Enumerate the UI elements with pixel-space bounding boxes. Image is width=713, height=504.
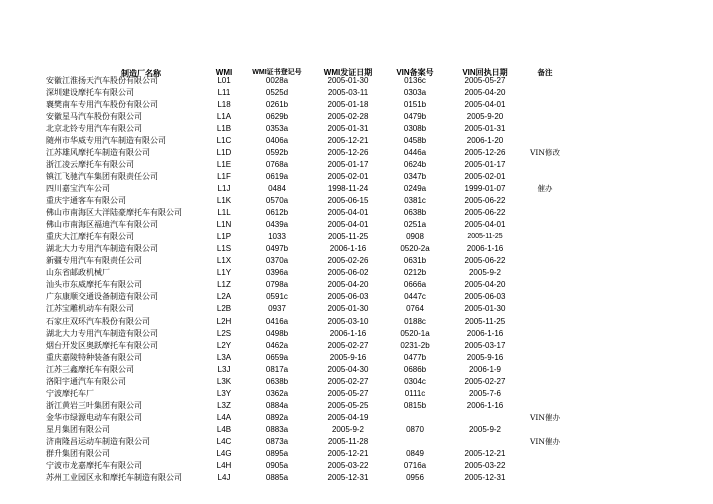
receipt-date-cell: 2006-1-20 — [466, 135, 504, 145]
note-cell — [512, 328, 578, 340]
vin-record-cell: 0849 — [406, 449, 424, 459]
cert-number-cell: 0612b — [265, 208, 289, 218]
issue-date-cell: 2005-01-31 — [327, 123, 369, 133]
note-cell — [512, 340, 578, 352]
vin-record-cell — [385, 412, 445, 424]
wmi-cell: L3Y — [216, 388, 232, 398]
issue-date-cell: 2005-04-20 — [327, 280, 369, 290]
note-cell — [512, 424, 578, 436]
header-issue-date: WMI发证日期 — [323, 68, 373, 77]
table-row — [0, 412, 713, 424]
vin-record-cell: 0212b — [403, 268, 427, 278]
vin-record-cell: 0151b — [403, 99, 427, 109]
vin-record-cell: 0870 — [406, 424, 424, 434]
manufacturer-cell: 佛山市南海区福迪汽车有限公司 — [46, 220, 158, 230]
table-row — [0, 364, 713, 376]
note-cell — [512, 75, 578, 87]
vin-record-cell: 0479b — [403, 111, 427, 121]
note-cell — [512, 255, 578, 267]
vin-record-cell: 0304c — [404, 376, 426, 386]
receipt-date-cell: 2005-11-25 — [467, 233, 503, 241]
vin-record-cell: 0624b — [403, 159, 427, 169]
cert-number-cell: 0629b — [265, 111, 289, 121]
issue-date-cell: 2005-02-27 — [327, 340, 369, 350]
issue-date-cell: 2005-03-22 — [327, 461, 369, 471]
table-row — [0, 87, 713, 99]
table-row — [0, 171, 713, 183]
note-cell — [512, 364, 578, 376]
vin-record-cell: 0136c — [404, 75, 426, 85]
issue-date-cell: 2005-06-03 — [327, 292, 369, 302]
vin-record-cell: 0249a — [403, 183, 427, 193]
cert-number-cell: 0937 — [268, 304, 286, 314]
table-row — [0, 255, 713, 267]
table-row — [0, 436, 713, 448]
cert-number-cell: 0885a — [265, 473, 289, 483]
header-receipt-date: VIN回执日期 — [462, 68, 508, 77]
cert-number-cell: 0817a — [265, 364, 289, 374]
wmi-cell: L1B — [216, 123, 232, 133]
receipt-date-cell: 2005-05-27 — [464, 75, 506, 85]
wmi-cell: L1C — [216, 135, 232, 145]
cert-number-cell: 0261b — [265, 99, 289, 109]
issue-date-cell: 2005-04-30 — [327, 364, 369, 374]
receipt-date-cell: 2005-12-26 — [464, 147, 506, 157]
receipt-date-cell: 2005-9-2 — [468, 268, 502, 278]
cert-number-cell: 0362a — [265, 388, 289, 398]
cert-number-cell: 0892a — [265, 412, 289, 422]
manufacturer-cell: 重庆嘉陵特种装备有限公司 — [46, 352, 142, 362]
header-note: 备注 — [537, 68, 553, 77]
table-row — [0, 207, 713, 219]
cert-number-cell: 0591c — [266, 292, 288, 302]
issue-date-cell: 2006-1-16 — [329, 328, 367, 338]
issue-date-cell: 2005-02-26 — [327, 256, 369, 266]
wmi-cell: L3K — [216, 376, 232, 386]
wmi-cell: L4C — [216, 437, 232, 446]
note-cell — [512, 460, 578, 472]
issue-date-cell: 2005-12-21 — [327, 135, 369, 145]
cert-number-cell: 0353a — [265, 123, 289, 133]
manufacturer-cell: 烟台开发区奥跃摩托车有限公司 — [46, 340, 158, 350]
issue-date-cell: 2005-01-17 — [327, 159, 369, 169]
cert-number-cell: 0498b — [265, 328, 289, 338]
wmi-cell: L4J — [217, 473, 231, 483]
wmi-cell: L1Z — [217, 280, 231, 290]
cert-number-cell: 0028a — [265, 75, 289, 85]
receipt-date-cell: 1999-01-07 — [464, 183, 506, 193]
wmi-cell: L1S — [216, 244, 232, 254]
cert-number-cell: 0905a — [265, 461, 289, 471]
issue-date-cell: 2005-04-19 — [327, 412, 369, 422]
issue-date-cell: 2005-04-01 — [327, 220, 369, 230]
vin-record-cell: 0520-2a — [400, 244, 430, 254]
table-row — [0, 111, 713, 123]
issue-date-cell: 2005-02-27 — [327, 376, 369, 386]
manufacturer-cell: 佛山市南海区大洋陆豪摩托车有限公司 — [46, 208, 182, 218]
vin-record-cell: 0251a — [403, 220, 427, 230]
manufacturer-cell: 随州市华威专用汽车制造有限公司 — [46, 135, 166, 145]
manufacturer-cell: 镇江飞驰汽车集团有限责任公司 — [46, 171, 158, 181]
receipt-date-cell: 2005-04-20 — [464, 280, 506, 290]
vin-record-cell: 0111c — [404, 388, 426, 398]
cert-number-cell: 0619a — [265, 171, 289, 181]
table-row — [0, 75, 713, 87]
table-row — [0, 243, 713, 255]
cert-number-cell: 0883a — [265, 424, 289, 434]
note-cell — [512, 111, 578, 123]
issue-date-cell: 2005-05-25 — [327, 400, 369, 410]
wmi-cell: L3J — [217, 364, 231, 374]
note-cell — [512, 99, 578, 111]
table-row — [0, 135, 713, 147]
manufacturer-cell: 重庆宇通客车有限公司 — [46, 196, 126, 205]
issue-date-cell: 2005-11-28 — [327, 437, 369, 446]
cert-number-cell: 0484 — [268, 183, 286, 193]
issue-date-cell: 2005-12-31 — [327, 473, 369, 483]
vin-record-cell — [385, 436, 445, 448]
cert-number-cell: 0592b — [265, 147, 289, 157]
table-row — [0, 183, 713, 195]
issue-date-cell: 2006-1-16 — [329, 244, 367, 254]
vin-record-cell: 0447c — [404, 292, 426, 302]
issue-date-cell: 2005-01-30 — [327, 75, 369, 85]
note-cell — [512, 352, 578, 364]
header-vin-record: VIN备案号 — [396, 68, 434, 77]
cert-number-cell: 0768a — [265, 159, 289, 169]
cert-number-cell: 0895a — [265, 449, 289, 459]
wmi-cell: L1K — [216, 196, 232, 205]
manufacturer-cell: 石家庄双环汽车股份有限公司 — [46, 316, 150, 326]
wmi-cell: L1N — [216, 220, 232, 230]
table-row — [0, 303, 713, 315]
note-cell: VIN修改 — [530, 147, 560, 157]
vin-record-cell: 0764 — [406, 304, 424, 314]
vin-record-cell: 0347b — [403, 171, 427, 181]
manufacturer-cell: 群升集团有限公司 — [46, 449, 110, 459]
receipt-date-cell: 2005-9-16 — [466, 352, 504, 362]
wmi-cell: L2A — [216, 292, 232, 302]
manufacturer-cell: 济南隆昌运动车制造有限公司 — [46, 437, 150, 446]
note-cell — [512, 231, 578, 243]
wmi-cell: L2B — [216, 304, 232, 314]
vin-record-cell: 0638b — [403, 208, 427, 218]
table-row — [0, 159, 713, 171]
note-cell — [512, 291, 578, 303]
cert-number-cell: 1033 — [268, 232, 286, 242]
table-row — [0, 472, 713, 484]
table-row — [0, 231, 713, 243]
receipt-date-cell: 2005-01-31 — [464, 123, 506, 133]
vin-record-cell: 0956 — [406, 473, 424, 483]
note-cell — [512, 171, 578, 183]
table-row — [0, 448, 713, 460]
cert-number-cell: 0396a — [265, 268, 289, 278]
manufacturer-cell: 洛阳宇通汽车有限公司 — [46, 376, 126, 386]
manufacturer-cell: 宁波市龙嘉摩托车有限公司 — [46, 461, 142, 471]
issue-date-cell: 1998-11-24 — [327, 183, 369, 193]
vin-record-cell: 0188c — [404, 316, 426, 326]
table-row — [0, 195, 713, 207]
cert-number-cell: 0370a — [265, 256, 289, 266]
issue-date-cell: 2005-06-15 — [327, 196, 369, 205]
note-cell — [512, 123, 578, 135]
receipt-date-cell: 2006-1-9 — [468, 364, 502, 374]
vin-record-cell: 0631b — [403, 256, 427, 266]
wmi-cell: L2H — [216, 316, 232, 326]
issue-date-cell: 2005-9-2 — [331, 424, 365, 434]
wmi-cell: L1A — [216, 111, 232, 121]
note-cell — [512, 159, 578, 171]
cert-number-cell: 0873a — [265, 437, 289, 446]
note-cell — [512, 267, 578, 279]
note-cell — [512, 472, 578, 484]
note-cell — [512, 448, 578, 460]
receipt-date-cell: 2005-01-17 — [464, 159, 506, 169]
issue-date-cell: 2005-04-01 — [327, 208, 369, 218]
table-row — [0, 340, 713, 352]
manufacturer-cell: 湖北大力专用汽车制造有限公司 — [46, 244, 158, 254]
issue-date-cell: 2005-9-16 — [329, 352, 367, 362]
table-row — [0, 147, 713, 159]
manufacturer-cell: 深圳建设摩托车有限公司 — [46, 87, 134, 97]
cert-number-cell: 0406a — [265, 135, 289, 145]
issue-date-cell: 2005-06-02 — [327, 268, 369, 278]
header-cert-number: WMI证书登记号 — [252, 69, 302, 76]
manufacturer-cell: 四川嘉宝汽车公司 — [46, 183, 110, 193]
note-cell — [512, 279, 578, 291]
wmi-cell: L1F — [217, 171, 231, 181]
note-cell: VIN催办 — [530, 437, 560, 446]
note-cell — [512, 400, 578, 412]
wmi-cell: L4B — [216, 424, 232, 434]
receipt-date-cell: 2005-03-22 — [464, 461, 506, 471]
cert-number-cell: 0497b — [265, 244, 289, 254]
wmi-cell: L4A — [216, 412, 232, 422]
table-row — [0, 219, 713, 231]
issue-date-cell: 2005-03-11 — [327, 87, 369, 97]
issue-date-cell: 2005-03-10 — [327, 316, 369, 326]
note-cell: 催办 — [537, 183, 553, 193]
receipt-date-cell: 2005-06-22 — [464, 208, 506, 218]
wmi-cell: L1X — [216, 256, 232, 266]
manufacturer-cell: 江苏宝雕机动车有限公司 — [46, 304, 134, 314]
note-cell — [512, 388, 578, 400]
note-cell — [512, 243, 578, 255]
wmi-cell: L18 — [217, 99, 231, 109]
receipt-date-cell: 2006-1-16 — [466, 328, 504, 338]
cert-number-cell: 0570a — [265, 196, 289, 205]
note-cell — [512, 303, 578, 315]
table-row — [0, 376, 713, 388]
wmi-cell: L1Y — [216, 268, 232, 278]
receipt-date-cell: 2005-02-27 — [464, 376, 506, 386]
receipt-date-cell: 2005-04-20 — [464, 87, 506, 97]
note-cell — [512, 195, 578, 207]
receipt-date-cell: 2005-11-25 — [464, 316, 506, 326]
manufacturer-cell: 星月集团有限公司 — [46, 424, 110, 434]
cert-number-cell: 0638b — [265, 376, 289, 386]
cert-number-cell: 0439a — [265, 220, 289, 230]
cert-number-cell: 0525d — [265, 87, 289, 97]
vin-record-cell: 0381c — [404, 196, 426, 205]
wmi-cell: L3Z — [217, 400, 231, 410]
manufacturer-cell: 重庆大江摩托车有限公司 — [46, 232, 134, 242]
issue-date-cell: 2005-12-21 — [327, 449, 369, 459]
table-row — [0, 388, 713, 400]
table-row — [0, 99, 713, 111]
wmi-cell: L1L — [217, 208, 231, 218]
cert-number-cell: 0798a — [265, 280, 289, 290]
issue-date-cell: 2005-01-30 — [327, 304, 369, 314]
vin-record-cell: 0686b — [403, 364, 427, 374]
table-row — [0, 279, 713, 291]
vin-record-cell: 0520-1a — [400, 328, 430, 338]
vin-record-cell: 0908 — [406, 232, 424, 242]
receipt-date-cell: 2005-12-21 — [464, 449, 506, 459]
manufacturer-cell: 汕头市东威摩托车有限公司 — [46, 280, 142, 290]
wmi-cell: L01 — [217, 75, 231, 85]
manufacturer-cell: 湖北大力专用汽车制造有限公司 — [46, 328, 158, 338]
note-cell — [512, 87, 578, 99]
manufacturer-cell: 宁波摩托车厂 — [46, 388, 94, 398]
wmi-cell: L4H — [216, 461, 232, 471]
table-row — [0, 328, 713, 340]
receipt-date-cell: 2006-1-16 — [466, 400, 504, 410]
manufacturer-cell: 安徽星马汽车股份有限公司 — [46, 111, 142, 121]
receipt-date-cell: 2005-02-01 — [464, 171, 506, 181]
receipt-date-cell: 2006-1-16 — [466, 244, 504, 254]
cert-number-cell: 0884a — [265, 400, 289, 410]
note-cell: VIN催办 — [530, 412, 560, 422]
cert-number-cell: 0659a — [265, 352, 289, 362]
wmi-cell: L3A — [216, 352, 232, 362]
receipt-date-cell: 2005-04-01 — [464, 99, 506, 109]
vin-record-cell: 0308b — [403, 123, 427, 133]
note-cell — [512, 376, 578, 388]
manufacturer-cell: 金华市绿源电动车有限公司 — [46, 412, 142, 422]
receipt-date-cell: 2005-9-2 — [468, 424, 502, 434]
note-cell — [512, 219, 578, 231]
wmi-cell: L1J — [217, 183, 231, 193]
wmi-cell: L1P — [216, 232, 232, 242]
receipt-date-cell: 2005-04-01 — [464, 220, 506, 230]
note-cell — [512, 316, 578, 328]
header-wmi: WMI — [215, 68, 233, 77]
vin-record-cell: 0666a — [403, 280, 427, 290]
receipt-date-cell: 2005-7-6 — [468, 388, 502, 398]
manufacturer-cell: 襄樊南车专用汽车股份有限公司 — [46, 99, 158, 109]
wmi-cell: L1E — [216, 159, 232, 169]
receipt-date-cell: 2005-12-31 — [464, 473, 506, 483]
wmi-cell: L4G — [216, 449, 232, 459]
header-manufacturer: 制造厂名称 — [121, 68, 161, 78]
manufacturer-cell: 广东康顺交通设备制造有限公司 — [46, 292, 158, 302]
note-cell — [512, 207, 578, 219]
manufacturer-cell: 山东省邮政机械厂 — [46, 268, 110, 278]
vin-record-cell: 0303a — [403, 87, 427, 97]
wmi-cell: L1D — [216, 147, 232, 157]
table-row — [0, 400, 713, 412]
issue-date-cell: 2005-11-25 — [327, 232, 369, 242]
issue-date-cell: 2005-01-18 — [327, 99, 369, 109]
manufacturer-cell: 北京北铃专用汽车有限公司 — [46, 123, 142, 133]
manufacturer-cell: 江苏雄风摩托车制造有限公司 — [46, 147, 150, 157]
receipt-date-cell: 2005-01-30 — [464, 304, 506, 314]
issue-date-cell: 2005-05-27 — [327, 388, 369, 398]
receipt-date-cell: 2005-9-20 — [466, 111, 504, 121]
manufacturer-cell: 苏州工业园区永和摩托车制造有限公司 — [46, 473, 182, 483]
issue-date-cell: 2005-12-26 — [327, 147, 369, 157]
table-row — [0, 291, 713, 303]
table-row — [0, 352, 713, 364]
table-row — [0, 267, 713, 279]
receipt-date-cell: 2005-06-22 — [464, 196, 506, 205]
vin-record-cell: 0477b — [403, 352, 427, 362]
vin-record-cell: 0458b — [403, 135, 427, 145]
manufacturer-cell: 浙江黄岩三叶集团有限公司 — [46, 400, 142, 410]
manufacturer-cell: 江苏三鑫摩托车有限公司 — [46, 364, 134, 374]
table-row — [0, 123, 713, 135]
vin-record-cell: 0815b — [403, 400, 427, 410]
vin-record-cell: 0446a — [403, 147, 427, 157]
vin-record-cell: 0231-2b — [400, 340, 430, 350]
wmi-cell: L2S — [216, 328, 232, 338]
cert-number-cell: 0462a — [265, 340, 289, 350]
wmi-cell: L11 — [217, 87, 231, 97]
manufacturer-cell: 新疆专用汽车有限责任公司 — [46, 256, 142, 266]
table-row — [0, 316, 713, 328]
table-row — [0, 460, 713, 472]
receipt-date-cell: 2005-03-17 — [464, 340, 506, 350]
table-row — [0, 424, 713, 436]
receipt-date-cell: 2005-06-22 — [464, 256, 506, 266]
note-cell — [512, 135, 578, 147]
vin-record-cell: 0716a — [403, 461, 427, 471]
manufacturer-cell: 安徽江淮扬天汽车股份有限公司 — [46, 75, 158, 85]
issue-date-cell: 2005-02-01 — [327, 171, 369, 181]
receipt-date-cell: 2005-06-03 — [464, 292, 506, 302]
manufacturer-cell: 浙江凌云摩托车有限公司 — [46, 159, 134, 169]
cert-number-cell: 0416a — [265, 316, 289, 326]
wmi-cell: L2Y — [216, 340, 232, 350]
issue-date-cell: 2005-02-28 — [327, 111, 369, 121]
